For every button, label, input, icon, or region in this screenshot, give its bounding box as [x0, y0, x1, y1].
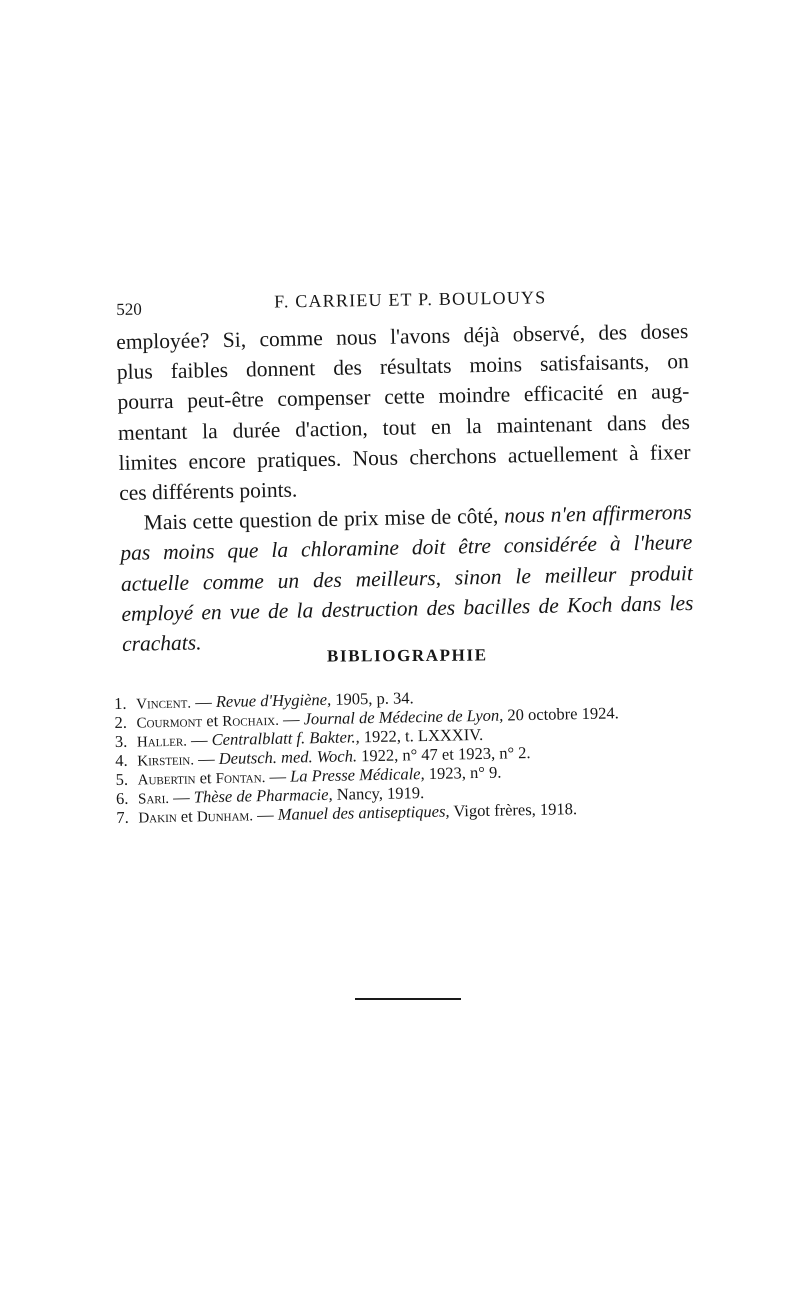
entry-title: Centralblatt f. Bakter., [211, 727, 360, 750]
entry-author-2: Fontan. [215, 770, 266, 788]
entry-title: Deutsch. med. Woch. [218, 746, 358, 768]
entry-title: Revue d'Hygiène, [215, 689, 332, 712]
body-line-italic: actuelle comme un des meilleurs, sinon le meilleur produit [120, 560, 694, 596]
entry-author: Sari. [137, 790, 170, 808]
body-line-italic: pas moins que la chloramine doit être considérée à l'heure [120, 530, 693, 566]
entry-separator: — [252, 804, 278, 825]
entry-number: 5. [115, 769, 129, 789]
entry-title: Journal de Médecine de Lyon, [303, 705, 504, 729]
entry-details: 20 octobre 1924. [503, 703, 619, 725]
body-line: pourra peut-être compenser cette moindre efficacité en aug- [117, 379, 690, 415]
entry-number: 3. [114, 731, 128, 751]
running-title: F. CARRIEU ET P. BOULOUYS [273, 287, 547, 312]
entry-number: 4. [115, 750, 128, 770]
entry-author-2: Dunham. [196, 808, 254, 826]
entry-title: Manuel des antiseptiques, [277, 801, 450, 824]
entry-number: 7. [116, 807, 129, 827]
entry-separator: — [190, 692, 217, 712]
entry-separator: — [265, 766, 291, 787]
body-line: ces différents points. [118, 477, 298, 505]
entry-title: La Presse Médicale, [289, 764, 425, 786]
entry-author-2: Rochaix. [222, 712, 280, 730]
entry-details: Vigot frères, 1918. [449, 799, 578, 821]
bibliography-list [114, 683, 676, 827]
entry-author: Courmont [136, 714, 203, 732]
entry-details: 1922, n° 47 et 1923, n° 2. [356, 743, 531, 766]
entry-author: Aubertin [137, 771, 196, 789]
entry-conjunction: et [176, 806, 198, 826]
body-text-roman: Mais cette question de prix mise de côté, [143, 503, 499, 535]
entry-number: 6. [115, 788, 129, 808]
entry-author: Kirstein. [137, 752, 195, 770]
entry-author: Vincent. [136, 695, 192, 713]
body-line: plus faibles donnent des résultats moins satisfaisants, on [116, 349, 689, 385]
body-line: mentant la durée d'action, tout en la maintenant dans des [117, 409, 691, 445]
body-line-italic: crachats. [121, 630, 202, 656]
body-line: limites encore pratiques. Nous cherchons actuellement à fixer [118, 439, 691, 475]
entry-conjunction: et [201, 710, 223, 731]
entry-number: 1. [114, 693, 127, 713]
entry-details: 1905, p. 34. [330, 688, 414, 709]
bibliography-title: BIBLIOGRAPHIE [326, 645, 488, 666]
entry-separator: — [193, 749, 219, 769]
entry-separator: — [278, 709, 304, 729]
entry-title: Thèse de Pharmacie, [193, 784, 333, 807]
entry-details: 1922, t. LXXXIV. [359, 724, 484, 747]
entry-author: Dakin [138, 809, 177, 827]
entry-author: Haller. [136, 733, 188, 751]
entry-separator: — [168, 787, 194, 807]
entry-conjunction: et [195, 768, 216, 788]
body-line: employée? Si, comme nous l'avons déjà observé, des doses [116, 319, 689, 354]
entry-details: Nancy, 1919. [332, 783, 425, 804]
body-text [116, 316, 694, 659]
body-text-italic: nous n'en affirmerons [503, 500, 692, 528]
body-line-italic: employé en vue de la destruction des bacilles de Koch dans les [121, 590, 694, 626]
end-rule [355, 998, 461, 1000]
page-number: 520 [116, 299, 142, 319]
entry-details: 1923, n° 9. [424, 762, 502, 784]
entry-number: 2. [114, 712, 128, 732]
entry-separator: — [186, 730, 212, 750]
